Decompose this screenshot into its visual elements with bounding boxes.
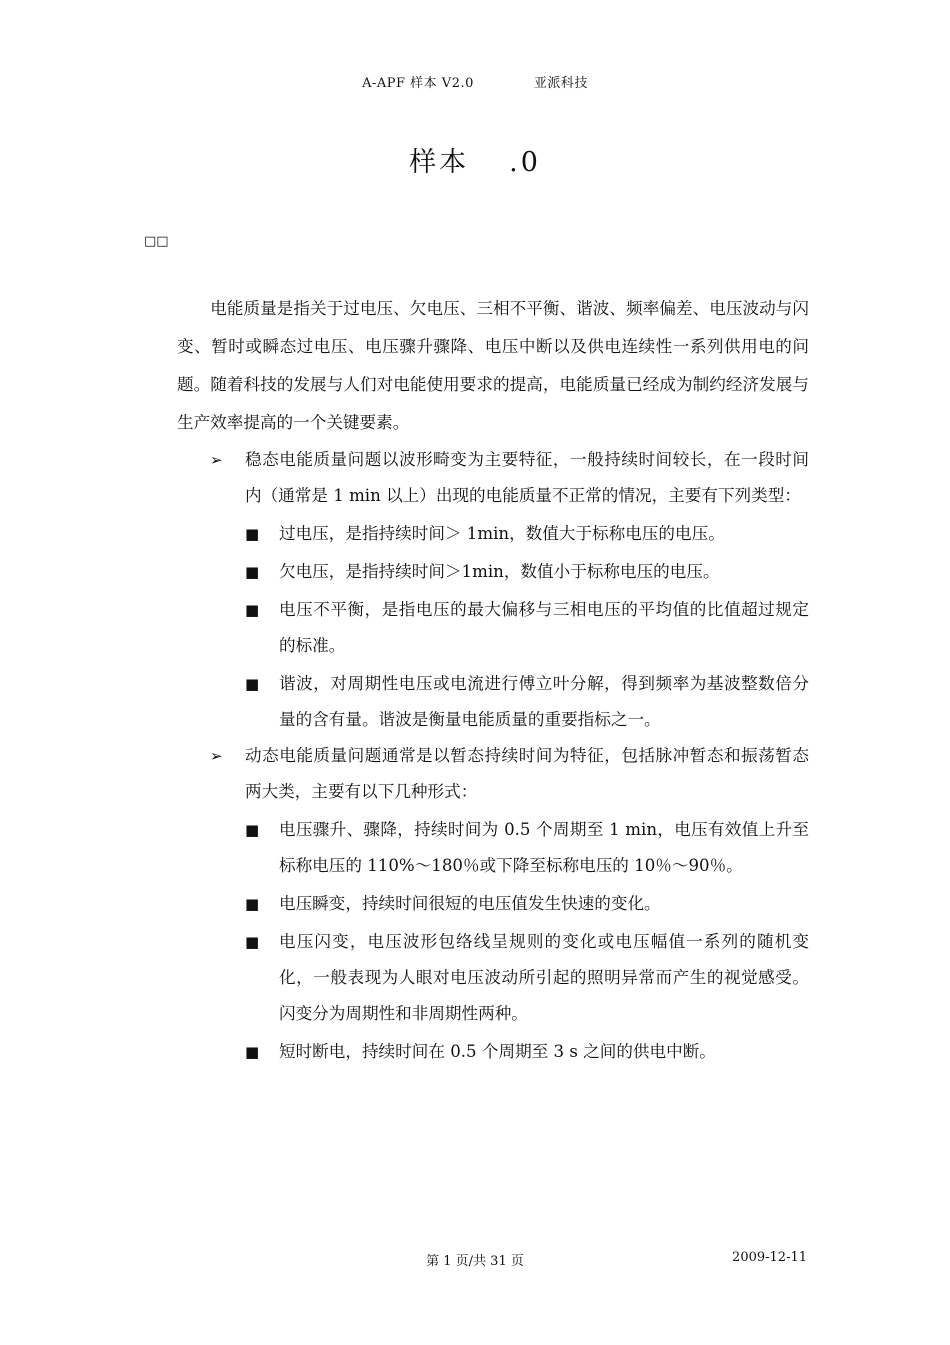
list-item bbox=[177, 924, 809, 1032]
header-company: 亚派科技 bbox=[533, 76, 588, 91]
square-bullet-icon: ■ bbox=[245, 933, 260, 951]
section2-bullet bbox=[177, 738, 809, 810]
document-body bbox=[177, 290, 809, 1070]
list-item-text: 电压骤升、骤降，持续时间为 0.5 个周期至 1 min，电压有效值上升至标称电压的 110%～180％或下降至标称电压的 10％～90％。 bbox=[279, 820, 809, 875]
list-item bbox=[177, 666, 809, 738]
title-suffix: .0 bbox=[509, 147, 541, 178]
intro-paragraph: 电能质量是指关于过电压、欠电压、三相不平衡、谐波、频率偏差、电压波动与闪变、暂时或瞬态过电压、电压骤升骤降、电压中断以及供电连续性一系列供用电的问题。随着科技的发展与人们对电能使用要求的提高，电能质量已经成为制约经济发展与生产效率提高的一个关键要素。 bbox=[177, 299, 809, 432]
list-item bbox=[177, 554, 809, 590]
header-doc-title: A-APF 样本 V2.0 bbox=[362, 76, 474, 91]
list-item bbox=[177, 886, 809, 922]
list-item bbox=[177, 592, 809, 664]
section2-text: 动态电能质量问题通常是以暂态持续时间为特征，包括脉冲暂态和振荡暂态两大类，主要有以下几种形式： bbox=[245, 746, 809, 801]
square-bullet-icon: ■ bbox=[245, 601, 260, 619]
square-bullet-icon: ■ bbox=[245, 821, 260, 839]
square-bullet-icon: ■ bbox=[245, 563, 260, 581]
section1-text: 稳态电能质量问题以波形畸变为主要特征，一般持续时间较长，在一段时间内（通常是 1 min 以上）出现的电能质量不正常的情况，主要有下列类型： bbox=[245, 450, 809, 505]
square-bullet-icon: ■ bbox=[245, 675, 260, 693]
list-item-text: 短时断电，持续时间在 0.5 个周期至 3 s 之间的供电中断。 bbox=[279, 1042, 716, 1061]
arrow-bullet-icon: ➢ bbox=[210, 451, 223, 469]
list-item bbox=[177, 516, 809, 552]
list-item bbox=[177, 1034, 809, 1070]
missing-glyph-mark: □□ bbox=[144, 234, 169, 249]
footer-date: 2009-12-11 bbox=[732, 1250, 807, 1265]
list-item-text: 电压瞬变，持续时间很短的电压值发生快速的变化。 bbox=[279, 894, 661, 913]
list-item-text: 谐波，对周期性电压或电流进行傅立叶分解，得到频率为基波整数倍分量的含有量。谐波是衡量电能质量的重要指标之一。 bbox=[279, 674, 809, 729]
page-header bbox=[0, 72, 950, 91]
list-item-text: 电压不平衡，是指电压的最大偏移与三相电压的平均值的比值超过规定的标准。 bbox=[279, 600, 809, 655]
list-item-text: 电压闪变，电压波形包络线呈规则的变化或电压幅值一系列的随机变化，一般表现为人眼对电压波动所引起的照明异常而产生的视觉感受。闪变分为周期性和非周期性两种。 bbox=[279, 932, 809, 1023]
list-item-text: 欠电压，是指持续时间＞1min，数值小于标称电压的电压。 bbox=[279, 562, 720, 581]
document-title bbox=[0, 140, 950, 179]
arrow-bullet-icon: ➢ bbox=[210, 747, 223, 765]
page-number: 第 1 页/共 31 页 bbox=[426, 1254, 524, 1269]
list-item bbox=[177, 812, 809, 884]
list-item-text: 过电压，是指持续时间＞ 1min，数值大于标称电压的电压。 bbox=[279, 524, 725, 543]
section1-bullet bbox=[177, 442, 809, 514]
square-bullet-icon: ■ bbox=[245, 525, 260, 543]
square-bullet-icon: ■ bbox=[245, 1043, 260, 1061]
title-main: 样本 bbox=[409, 147, 470, 178]
square-bullet-icon: ■ bbox=[245, 895, 260, 913]
